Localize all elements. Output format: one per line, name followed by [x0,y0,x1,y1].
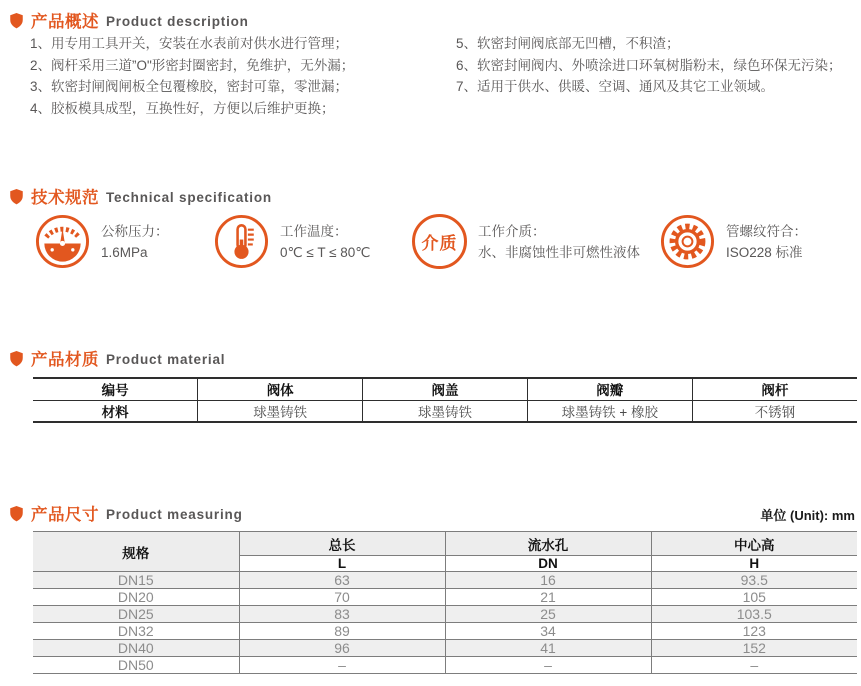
material-data-row [33,400,857,422]
list-item: 7、适用于供水、供暖、空调、通风及其它工业领域。 [456,79,775,94]
list-item: 2、阀杆采用三道”O"形密封圈密封，免维护，无外漏； [30,57,355,73]
pressure-gauge-icon [35,214,90,269]
table-cell: 球墨铸铁 [363,400,528,422]
feature-nominal-pressure [35,214,169,269]
shield-bullet-icon [9,188,24,205]
table-cell: 70 [239,589,445,606]
feature-label: 公称压力： [101,223,169,239]
table-cell: 16 [445,572,651,589]
feature-value: 水、非腐蚀性非可燃性液体 [478,244,640,260]
list-item: 5、软密封闸阀底部无凹槽，不积渣； [456,36,680,51]
list-item: 3、软密封闸阀闸板全包覆橡胶，密封可靠，零泄漏； [30,79,349,94]
table-cell: 25 [445,606,651,623]
feature-value: 1.6MPa [101,244,148,260]
table-cell: 63 [239,572,445,589]
feature-working-medium [412,214,640,269]
table-cell: – [445,657,651,674]
table-row [33,606,857,623]
shield-bullet-icon [9,505,24,522]
table-cell: 34 [445,623,651,640]
feature-label: 管螺纹符合： [726,223,807,239]
shield-bullet-icon [9,350,24,367]
feature-label: 工作介质： [478,223,546,239]
section-header-overview [9,8,249,32]
feature-text [726,221,807,263]
spec-cell: DN15 [33,572,239,589]
list-item: 1、用专用工具开关，安装在水表前对供水进行管理； [30,36,349,51]
material-header-row [33,378,857,400]
table-cell: 21 [445,589,651,606]
section-header-specification [9,184,272,208]
table-cell: 123 [651,623,857,640]
feature-label: 工作温度： [280,223,348,239]
table-cell: 93.5 [651,572,857,589]
col-header: 流水孔 [445,532,651,556]
shield-bullet-icon [9,12,24,29]
overview-list-right [456,33,858,98]
table-cell: 105 [651,589,857,606]
spec-cell: DN20 [33,589,239,606]
col-subheader: H [651,556,857,572]
feature-text [280,221,370,263]
section-title-en: Product material [106,351,226,367]
table-cell: 41 [445,640,651,657]
table-cell: – [239,657,445,674]
medium-badge-icon [412,214,467,269]
col-header: 编号 [33,378,198,400]
col-header: 中心高 [651,532,857,556]
col-header: 阀盖 [363,378,528,400]
spec-cell: DN25 [33,606,239,623]
table-cell: 83 [239,606,445,623]
table-row [33,572,857,589]
col-subheader: L [239,556,445,572]
section-title-zh: 技术规范 [31,189,99,207]
section-title-en: Product description [106,13,249,29]
medium-badge-text: 介质 [421,234,458,253]
list-item: 4、胶板模具成型，互换性好，方便以后维护更换； [30,100,335,116]
col-header-spec: 规格 [33,532,239,572]
col-header: 总长 [239,532,445,556]
feature-text [101,221,169,263]
section-header-material [9,346,225,370]
overview-list-left [30,33,450,119]
table-cell: 球墨铸铁 + 橡胶 [527,400,692,422]
section-title-zh: 产品尺寸 [31,506,99,524]
material-table [33,377,857,423]
feature-text [478,221,640,263]
section-title-zh: 产品材质 [31,351,99,369]
section-title-en: Technical specification [106,189,272,205]
table-cell: 103.5 [651,606,857,623]
feature-pipe-thread [660,214,807,269]
section-header-measuring [9,501,243,525]
table-row [33,657,857,674]
table-cell: 152 [651,640,857,657]
table-cell: 89 [239,623,445,640]
spec-cell: DN40 [33,640,239,657]
pipe-thread-gear-icon [660,214,715,269]
dimensions-table [33,531,857,674]
table-cell: 96 [239,640,445,657]
row-label: 材料 [101,404,129,420]
thermometer-icon [214,214,269,269]
col-subheader: DN [445,556,651,572]
spec-cell: DN50 [33,657,239,674]
section-title-zh: 产品概述 [31,13,99,31]
table-cell: – [651,657,857,674]
col-header: 阀杆 [692,378,857,400]
feature-value: ISO228 标准 [726,244,803,260]
table-cell: 球墨铸铁 [198,400,363,422]
col-header: 阀体 [198,378,363,400]
feature-working-temperature [214,214,370,269]
dim-header-row-groups [33,532,857,556]
table-row [33,640,857,657]
col-header: 阀瓣 [527,378,692,400]
list-item: 6、软密封闸阀内、外喷涂进口环氧树脂粉末，绿色环保无污染； [456,57,842,73]
spec-cell: DN32 [33,623,239,640]
table-cell: 不锈钢 [692,400,857,422]
table-row [33,589,857,606]
section-title-en: Product measuring [106,506,243,522]
unit-note: 单位 (Unit): mm [760,508,855,523]
table-row [33,623,857,640]
feature-value: 0℃ ≤ T ≤ 80℃ [280,244,371,260]
